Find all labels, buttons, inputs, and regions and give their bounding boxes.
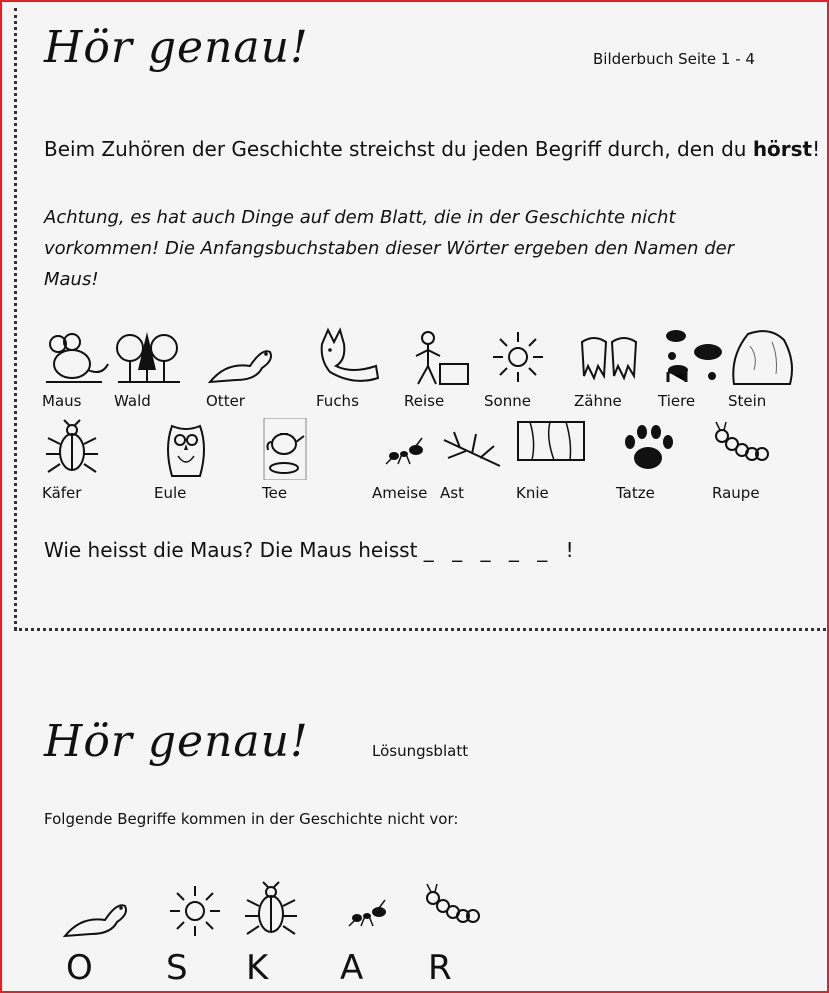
ant-icon (372, 418, 442, 480)
mouse-icon (42, 326, 112, 388)
caterpillar-icon (712, 418, 782, 480)
answer-blanks: _ _ _ _ _ ! (423, 538, 580, 562)
traveler-icon (404, 326, 474, 388)
knee-icon (516, 418, 586, 480)
question-line (44, 538, 580, 562)
instruction-bold: hörst (752, 137, 813, 161)
picture-item (616, 418, 696, 510)
picture-label: Knie (516, 484, 549, 502)
picture-label: Sonne (484, 392, 531, 410)
picture-item (574, 326, 654, 418)
owl-icon (154, 418, 224, 480)
worksheet-title: Hör genau! (44, 22, 309, 73)
picture-label: Tee (262, 484, 288, 502)
picture-item (316, 326, 396, 418)
picture-item (658, 326, 738, 418)
picture-label: Wald (114, 392, 151, 410)
stone-icon (728, 326, 798, 388)
picture-label: Fuchs (316, 392, 359, 410)
picture-label: Ast (440, 484, 464, 502)
instruction-post: ! (812, 137, 821, 161)
picture-item (404, 326, 484, 418)
picture-label: Zähne (574, 392, 622, 410)
instruction-text (44, 137, 820, 161)
picture-item (330, 880, 420, 990)
sun-icon (156, 880, 236, 942)
picture-label: Maus (42, 392, 82, 410)
cut-line-bottom (14, 628, 826, 631)
instruction-pre: Beim Zuhören der Geschichte streichst du jeden Begriff durch, den du (44, 137, 753, 161)
question-text: Wie heisst die Maus? Die Maus heisst (44, 538, 418, 562)
picture-label: Käfer (42, 484, 82, 502)
picture-item (440, 418, 520, 510)
solution-letter: K (246, 948, 269, 988)
picture-item (418, 880, 508, 990)
solution-letter: R (428, 948, 452, 988)
picture-item (262, 418, 342, 510)
teapot-icon (262, 418, 332, 480)
picture-label: Raupe (712, 484, 760, 502)
picture-label: Otter (206, 392, 245, 410)
forest-icon (114, 326, 184, 388)
animals-icon (658, 326, 728, 388)
cut-line-left (14, 8, 17, 630)
beetle-icon (236, 880, 316, 942)
ant-icon (330, 880, 410, 942)
picture-item (728, 326, 808, 418)
fox-icon (316, 326, 386, 388)
solution-text: Folgende Begriffe kommen in der Geschichte nicht vor: (44, 810, 459, 828)
solution-title: Hör genau! (44, 716, 309, 767)
solution-subtitle: Lösungsblatt (372, 742, 469, 760)
picture-label: Ameise (372, 484, 428, 502)
caterpillar-icon (418, 880, 498, 942)
picture-label: Tatze (616, 484, 655, 502)
beetle-icon (42, 418, 112, 480)
picture-item (206, 326, 286, 418)
worksheet-subtitle: Bilderbuch Seite 1 - 4 (593, 50, 755, 68)
solution-letter: A (340, 948, 364, 988)
solution-letter: S (166, 948, 188, 988)
otter-icon (206, 326, 276, 388)
picture-item (114, 326, 194, 418)
picture-label: Eule (154, 484, 187, 502)
picture-item (484, 326, 564, 418)
otter-icon (56, 880, 136, 942)
branch-icon (440, 418, 510, 480)
picture-item (42, 418, 122, 510)
paw-icon (616, 418, 686, 480)
note-text: Achtung, es hat auch Dinge auf dem Blatt, die in der Geschichte nicht vorkommen! Die Anfangsbuchstaben dieser Wörter ergeben den Namen der Maus! (44, 207, 735, 290)
picture-item (712, 418, 792, 510)
picture-item (236, 880, 326, 990)
picture-label: Reise (404, 392, 445, 410)
picture-label: Stein (728, 392, 767, 410)
picture-item (42, 326, 122, 418)
solution-letter: O (66, 948, 93, 988)
picture-item (156, 880, 246, 990)
picture-item (56, 880, 146, 990)
teeth-icon (574, 326, 644, 388)
picture-label: Tiere (658, 392, 696, 410)
sun-icon (484, 326, 554, 388)
picture-item (516, 418, 596, 510)
picture-item (154, 418, 234, 510)
